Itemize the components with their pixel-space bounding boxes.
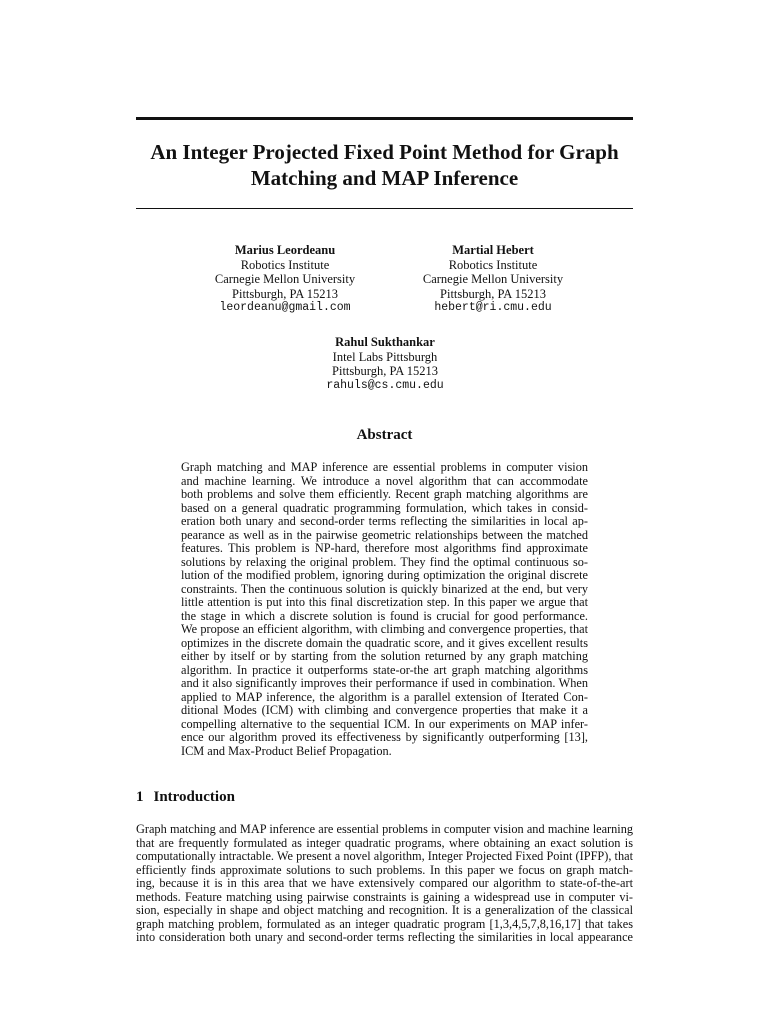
abstract-line: Graph matching and MAP inference are essential problems in computer vision [181,460,588,474]
abstract-line: optimizes in the discrete domain the quadratic score, and it gives excellent results [181,635,588,650]
body-line: methods. Feature matching using pairwise constraints is gaining a widespread use in computer vi- [136,889,633,904]
abstract-line: pearance as well as in the pairwise geometric relationships between the matched [181,527,588,542]
abstract-line: applied to MAP inference, the algorithm is a parallel extension of Iterated Con- [181,689,588,704]
abstract-line: ditional Modes (ICM) with climbing and convergence properties that make it a [181,703,588,717]
author-affiliation: Pittsburgh, PA 15213 [232,286,338,301]
abstract-line: lution of the modified problem, ignoring during optimization the original discrete [181,568,588,582]
abstract-line: solutions by relaxing the original problem. They find the optimal continuous so- [181,554,588,569]
abstract-body [181,461,588,758]
abstract-line: compelling alternative to the sequential ICM. In our experiments on MAP infer- [181,716,588,731]
abstract-line: ICM and Max-Product Belief Propagation. [181,743,392,758]
paper-title [136,139,633,191]
author-block [190,243,380,316]
title-bottom-rule [136,208,633,209]
abstract-line: the stage in which a discrete solution is found is crucial for good performance. [181,608,588,623]
body-line: computationally intractable. We present a novel algorithm, Integer Projected Fixed Point (IPFP), that [136,849,633,863]
body-line: efficiently finds approximate solutions to such problems. In this paper we focus on graph match- [136,862,633,877]
body-line: sion, especially in shape and object matching and recognition. It is a generalization of the classical [136,903,633,917]
author-name: Marius Leordeanu [234,243,336,257]
abstract-line: and machine learning. We introduce a novel algorithm that can accommodate [181,473,588,488]
abstract-line: constraints. Then the continuous solution is quickly binarized at the end, but very [181,581,588,596]
body-line: graph matching problem, formulated as an integer quadratic program [1,3,4,5,7,8,16,17] that takes [136,916,633,931]
author-email: rahuls@cs.cmu.edu [326,378,444,392]
title-top-rule [136,117,633,120]
paper-title-line: Matching and MAP Inference [250,166,519,190]
author-name: Martial Hebert [452,243,534,257]
abstract-heading: Abstract [356,427,413,443]
abstract-line: features. This problem is NP-hard, therefore most algorithms find approximate [181,541,588,555]
author-block [290,335,480,393]
abstract-line: algorithm. In practice it outperforms state-or-the art graph matching algorithms [181,662,588,677]
body-line: into consideration both unary and second-order terms reflecting the similarities in local appearance [136,930,633,944]
abstract-line: either by itself or by starting from the solution returned by any graph matching [181,649,588,663]
author-affiliation: Intel Labs Pittsburgh [332,349,438,364]
abstract-line: and it also significantly improves their performance if used in combination. When [181,676,588,690]
author-affiliation: Robotics Institute [240,257,330,272]
body-line: ing, because it is in this area that we have extensively compared our algorithm to state-of-the-art [136,876,633,890]
author-affiliation: Pittsburgh, PA 15213 [332,364,438,378]
author-affiliation: Robotics Institute [448,257,538,272]
introduction-body [136,823,633,945]
author-name: Rahul Sukthankar [335,335,435,349]
abstract-line: based on a general quadratic programming formulation, which takes in consid- [181,500,588,515]
paper-title-line: An Integer Projected Fixed Point Method for Graph [150,140,619,164]
author-email: leordeanu@gmail.com [219,301,351,314]
body-line: that are frequently formulated as integer quadratic programs, where obtaining an exact solution is [136,835,633,850]
abstract-line: eration both unary and second-order terms reflecting the similarities in local ap- [181,514,588,528]
abstract-line: little attention is put into this final discretization step. In this paper we argue that [181,595,588,609]
abstract-line: We propose an efficient algorithm, with climbing and convergence properties, that [181,622,588,636]
body-line: Graph matching and MAP inference are essential problems in computer vision and machine learning [136,822,633,836]
section-title: Introduction [153,789,235,805]
author-block [398,243,588,316]
section-heading [136,789,235,806]
abstract-line: ence our algorithm proved its effectiveness by significantly outperforming [13], [181,730,588,744]
abstract-line: both problems and solve them efficiently. Recent graph matching algorithms are [181,487,588,501]
author-affiliation: Carnegie Mellon University [214,272,356,286]
section-number: 1 [136,789,144,805]
author-email: hebert@ri.cmu.edu [434,301,552,314]
author-affiliation: Carnegie Mellon University [422,272,564,286]
author-affiliation: Pittsburgh, PA 15213 [440,286,546,301]
